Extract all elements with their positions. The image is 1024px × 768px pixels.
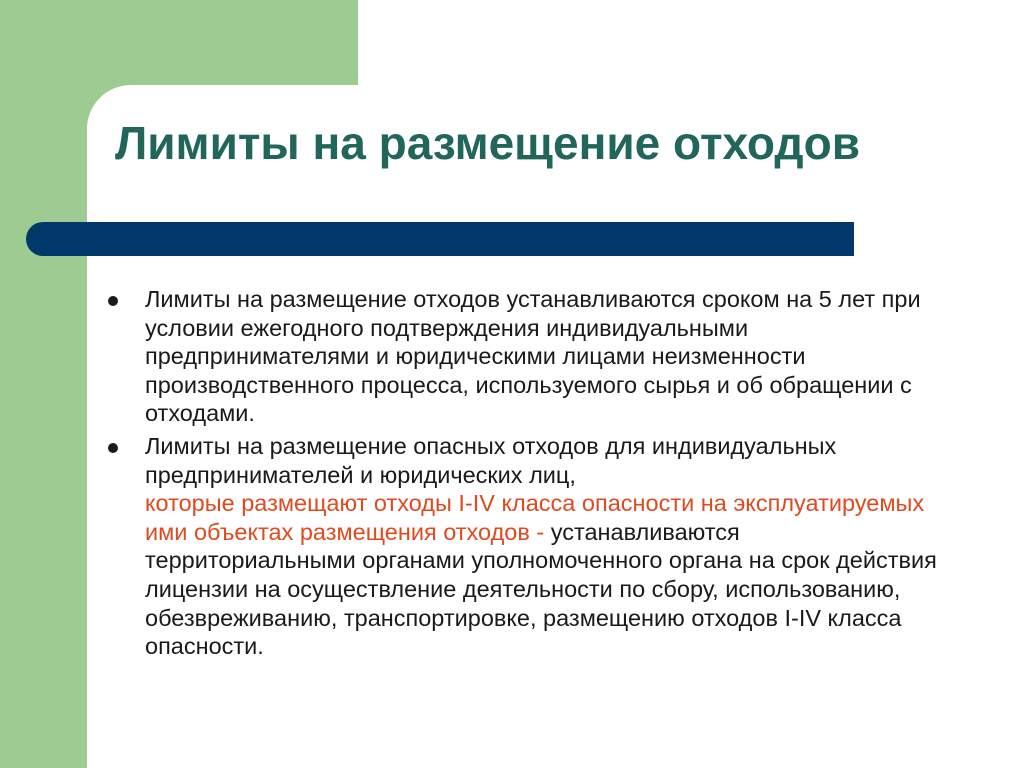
bullet-2-text-highlight: которые размещают отходы I-IV класса опасности на эксплуатируемых ими объектах размещения отходов - bbox=[145, 490, 925, 545]
slide-title: Лимиты на размещение отходов bbox=[115, 117, 860, 169]
title-underline-bar bbox=[26, 222, 854, 256]
bullet-list bbox=[100, 285, 940, 665]
bullet-2-text-after: устанавливаются территориальными органами уполномоченного органа на срок действия лицензии на осуществление деятельности по сбору, использованию, обезвреживанию, транспортировке, размещению отходов I-IV класса опасности. bbox=[145, 518, 937, 660]
bullet-1-text: Лимиты на размещение отходов устанавливаются сроком на 5 лет при условии ежегодного подтверждения индивидуальными предпринимателями и юридическими лицами неизменности производственного процесса, используемого сырья и об обращении с отходами. bbox=[145, 286, 921, 427]
bullet-2-text-before: Лимиты на размещение опасных отходов для индивидуальных предпринимателей и юридических лиц, bbox=[145, 432, 837, 488]
bullet-item-1 bbox=[100, 285, 940, 428]
bullet-dot-icon bbox=[108, 296, 118, 306]
bullet-dot-icon bbox=[108, 443, 118, 453]
bullet-item-2 bbox=[100, 432, 940, 661]
